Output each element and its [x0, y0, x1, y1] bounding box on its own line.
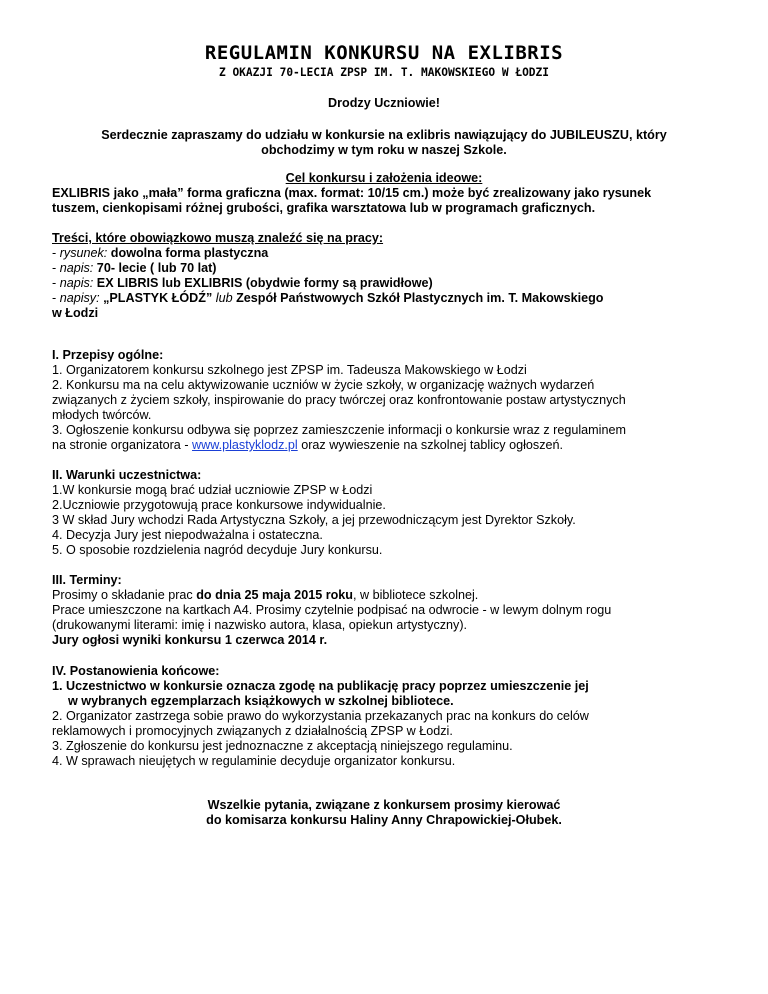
required-content-heading: Treści, które obowiązkowo muszą znaleźć się na pracy:	[52, 231, 384, 245]
section-line: 1. Uczestnictwo w konkursie oznacza zgodę na publikację pracy poprzez umieszczenie jej	[52, 679, 589, 693]
invitation-line: obchodzimy w tym roku w naszej Szkole.	[261, 143, 507, 157]
required-content-section	[52, 231, 732, 321]
invitation-line: Serdecznie zapraszamy do udziału w konkursie na exlibris nawiązujący do JUBILEUSZU, który	[101, 128, 667, 142]
section-line: 3. Ogłoszenie konkursu odbywa się poprzez zamieszczenie informacji o konkursie wraz z regulaminem	[52, 423, 626, 437]
footer-line: Wszelkie pytania, związane z konkursem prosimy kierować	[207, 798, 561, 812]
goal-heading	[60, 171, 708, 186]
section-heading: I. Przepisy ogólne:	[52, 348, 164, 362]
section-line: 3. Zgłoszenie do konkursu jest jednoznaczne z akceptacją niniejszego regulaminu.	[52, 739, 513, 753]
section-heading: IV. Postanowienia końcowe:	[52, 664, 220, 678]
item-prefix: -	[52, 276, 60, 290]
goal-paragraph	[52, 186, 732, 216]
item-value: 70- lecie ( lub 70 lat)	[93, 261, 217, 275]
section-line: 1. Organizatorem konkursu szkolnego jest ZPSP im. Tadeusza Makowskiego w Łodzi	[52, 363, 527, 377]
goal-line: tuszem, cienkopisami różnej grubości, grafika warsztatowa lub w programach graficznych.	[52, 201, 596, 215]
section-line: 3 W skład Jury wchodzi Rada Artystyczna Szkoły, a jej przewodniczącym jest Dyrektor Szkoły.	[52, 513, 576, 527]
item-value: dowolna forma plastyczna	[107, 246, 269, 260]
goal-heading-text: Cel konkursu i założenia ideowe:	[285, 171, 483, 185]
item-label: napis:	[59, 276, 94, 290]
item-value: Zespół Państwowych Szkół Plastycznych im. T. Makowskiego	[236, 291, 604, 305]
text-fragment: , w bibliotece szkolnej.	[353, 588, 479, 602]
section-line: 4. W sprawach nieujętych w regulaminie decyduje organizator konkursu.	[52, 754, 456, 768]
section-line: 2. Konkursu ma na celu aktywizowanie uczniów w życie szkoły, w organizację ważnych wydarzeń	[52, 378, 595, 392]
invitation-paragraph	[60, 128, 708, 158]
section-line: 2.Uczniowie przygotowują prace konkursowe indywidualnie.	[52, 498, 386, 512]
section-line: 1.W konkursie mogą brać udział uczniowie ZPSP w Łodzi	[52, 483, 373, 497]
section-line: Jury ogłosi wyniki konkursu 1 czerwca 2014 r.	[52, 633, 328, 647]
section-line: w wybranych egzemplarzach książkowych w szkolnej bibliotece.	[68, 694, 454, 708]
goal-line: EXLIBRIS jako „mała” forma graficzna (max. format: 10/15 cm.) może być zrealizowany jako rysunek	[52, 186, 652, 200]
text-fragment: na stronie organizatora -	[52, 438, 193, 452]
organizer-website-link[interactable]: www.plastyklodz.pl	[192, 438, 298, 452]
required-content-item-cont: w Łodzi	[52, 306, 99, 320]
section-heading: III. Terminy:	[52, 573, 122, 587]
section-participation	[52, 468, 732, 558]
section-line: 5. O sposobie rozdzielenia nagród decyduje Jury konkursu.	[52, 543, 383, 557]
text-fragment: Prosimy o składanie prac	[52, 588, 197, 602]
section-general-rules	[52, 348, 732, 453]
document-title: REGULAMIN KONKURSU NA EXLIBRIS	[204, 42, 564, 64]
item-label: napisy:	[59, 291, 100, 305]
item-prefix: -	[52, 261, 60, 275]
deadline-date: do dnia 25 maja 2015 roku	[196, 588, 353, 602]
item-label: napis:	[59, 261, 94, 275]
required-content-item	[52, 261, 732, 276]
item-value: EX LIBRIS lub EXLIBRIS (obydwie formy są prawidłowe)	[93, 276, 433, 290]
greeting: Drodzy Uczniowie!	[328, 96, 440, 110]
text-fragment: oraz wywieszenie na szkolnej tablicy ogłoszeń.	[297, 438, 564, 452]
document-subtitle: Z OKAZJI 70-LECIA ZPSP IM. T. MAKOWSKIEGO W ŁODZI	[218, 66, 550, 79]
footer-contact	[60, 798, 708, 828]
section-line: młodych twórców.	[52, 408, 152, 422]
item-label: rysunek:	[59, 246, 108, 260]
section-line: związanych z życiem szkoły, inspirowanie do pracy twórczej oraz konfrontowanie postaw artystycznych	[52, 393, 626, 407]
section-line: reklamowych i promocyjnych związanych z działalnością ZPSP w Łodzi.	[52, 724, 453, 738]
section-deadlines	[52, 573, 732, 648]
item-prefix: -	[52, 291, 60, 305]
section-line: Prace umieszczone na kartkach A4. Prosimy czytelnie podpisać na odwrocie - w lewym dolnym rogu	[52, 603, 612, 617]
section-line: 2. Organizator zastrzega sobie prawo do wykorzystania przekazanych prac na konkurs do celów	[52, 709, 589, 723]
section-line: 4. Decyzja Jury jest niepodważalna i ostateczna.	[52, 528, 323, 542]
required-content-item	[52, 276, 732, 291]
footer-line: do komisarza konkursu Haliny Anny Chrapowickiej-Ołubek.	[206, 813, 562, 827]
section-heading: II. Warunki uczestnictwa:	[52, 468, 202, 482]
required-content-item	[52, 291, 732, 306]
item-prefix: -	[52, 246, 60, 260]
section-line	[52, 588, 732, 603]
required-content-item	[52, 246, 732, 261]
section-line	[52, 438, 732, 453]
item-value: „PLASTYK ŁÓDŹ”	[99, 291, 213, 305]
section-line: (drukowanymi literami: imię i nazwisko autora, klasa, opiekun artystyczny).	[52, 618, 468, 632]
section-final-provisions	[52, 664, 732, 769]
item-or: lub	[212, 291, 237, 305]
